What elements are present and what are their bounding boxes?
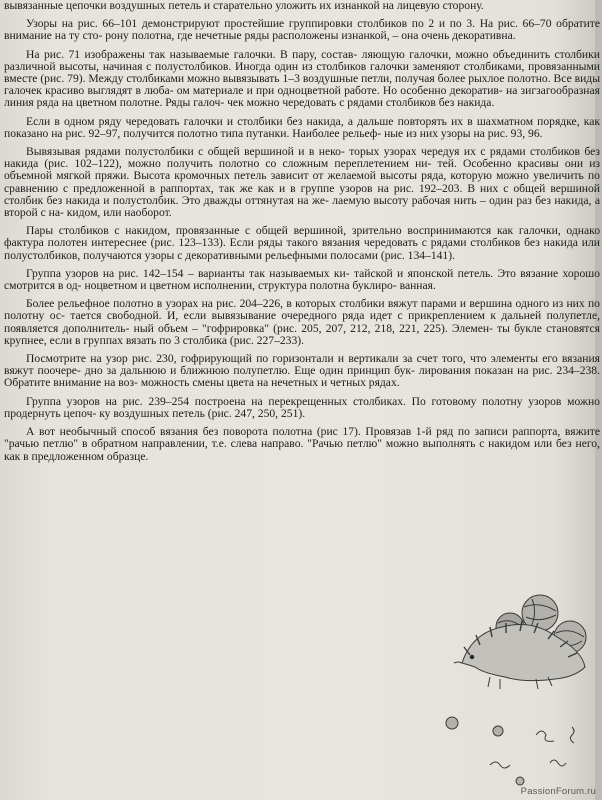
text-line: вертикали за счет того, что элементы его вязания вяжут поочере- bbox=[4, 352, 600, 378]
text-line: ку воздушных петель (рис. 247, 250, 251). bbox=[99, 406, 306, 420]
text-line: на зигзагообразная линия ряда на цветном полотне. Ряды галоч- bbox=[4, 84, 600, 110]
text-line: начиная с полустолбиков. Иногда один из столбиков галочки bbox=[102, 59, 409, 73]
text-line: ты букле становятся крупнее, если в группах вязать по 3 столбика bbox=[4, 321, 600, 347]
text-line: ванная. bbox=[399, 279, 436, 293]
text-line: очень декоративна. bbox=[421, 29, 516, 43]
text-line: Если в одном ряду чередовать галочки и столбики без накида, bbox=[26, 114, 344, 128]
text-line: ный объем – "гофрировка" (рис. 205, 207, 212, 218, 221, 225). Элемен- bbox=[133, 321, 493, 335]
paragraph bbox=[4, 268, 600, 292]
paragraph bbox=[4, 426, 600, 463]
text-line: Вывязывая рядами полустолбики с общей вершиной и в неко- bbox=[26, 145, 345, 159]
text-line: ом материале и при одноцветной работе. Но особенно декоратив- bbox=[176, 84, 503, 98]
text-line: торых узорах чередуя их с рядами столбиков без накида (рис. bbox=[4, 145, 600, 171]
text-line: Группа узоров на рис. 142–154 – варианты так называемых ки- bbox=[26, 266, 350, 280]
text-line: Более рельефное полотно в узорах на рис. 204–226, в которых bbox=[26, 297, 336, 311]
text-line: рядами столбиков без накида или полустолбиков, получаются bbox=[4, 236, 600, 262]
text-line: тайской и японской петель. Это вязание хорошо смотрится в од- bbox=[4, 266, 600, 293]
text-line: узоры с декоративными рельефными полосами (рис. 134–141). bbox=[144, 248, 455, 262]
text-line: столбики вяжут парами и вершина одного из них по полотну ос- bbox=[4, 297, 600, 323]
text-line: столбиков по 2 и по 3. На рис. 66–70 обратите внимание на ту сто- bbox=[4, 17, 600, 43]
text-line: вывязанные цепочки воздушных петель и старательно уложить их bbox=[4, 0, 332, 12]
text-line: изнанкой на лицевую сторону. bbox=[334, 0, 484, 12]
watermark: PassionForum.ru bbox=[520, 786, 596, 797]
text-line: ляющую галочки, можно объединить столбики различной высоты, bbox=[4, 47, 600, 73]
paragraph bbox=[4, 298, 600, 347]
text-line: рону полотна, где нечетные ряды расположены изнанкой, – она bbox=[105, 29, 419, 43]
text-line: тается свободной. И, если вывязывание очередного ряда идет с bbox=[70, 309, 403, 323]
text-line: лаемую высоту рабочая нить – один раз без накида, а второй с на- bbox=[4, 193, 601, 220]
text-line: чек можно чередовать с рядами столбиков без накида. bbox=[227, 96, 495, 110]
text-line: А вот необычный способ вязания без поворота полотна (рис bbox=[26, 425, 338, 439]
text-line: обратном направлении, т.е. слева направо. "Рачью петлю" можно bbox=[91, 437, 419, 451]
paragraph bbox=[4, 225, 600, 262]
paragraph bbox=[4, 396, 600, 420]
text-line: столбик без накида и полустолбик. Это дважды оттянутая на же- bbox=[4, 193, 329, 207]
text-line: же как и в группе узоров на рис. 192–203. В них с общей вершиной bbox=[239, 181, 600, 195]
text-line: прикреплением к дальней полупетле, появляется дополнитель- bbox=[4, 309, 600, 335]
paragraph bbox=[4, 0, 600, 12]
text-line: более рыхлое полотно. Все виды галочек красиво выглядят в люба- bbox=[4, 72, 600, 98]
text-line: выполнять с накидом или без него, как в предложенном образце. bbox=[4, 437, 601, 463]
text-line: тей. Особенно красивы они из объемной мягкой пряжи. Высота bbox=[4, 157, 600, 183]
text-line: рис. 92–97, получится полотно типа путанки. Наиболее рельеф- bbox=[65, 126, 382, 140]
text-line: лирования показан на рис. 234–238. Обратите внимание на воз- bbox=[4, 364, 601, 390]
text-line: кромочных петель зависит от желаемой высоты ряда, которую bbox=[174, 169, 492, 183]
text-line: Посмотрите на узор рис. 230, гофрирующий по горизонтали и bbox=[26, 352, 345, 366]
text-line: (рис. 227–233). bbox=[229, 333, 305, 347]
text-line: Группа узоров на рис. 239–254 построена на перекрещенных bbox=[26, 394, 348, 408]
text-line: можно увеличить по сравнению с предложенной в раппортах, так bbox=[4, 169, 600, 195]
text-line: а дальше повторять их в шахматном порядке, как показано на bbox=[4, 114, 600, 140]
text-line: столбиках. По готовому полотну узоров можно продернуть цепоч- bbox=[4, 394, 600, 420]
body-text bbox=[4, 0, 600, 463]
text-line: Узоры на рис. 66–101 демонстрируют простейшие группировки bbox=[26, 17, 353, 31]
paragraph bbox=[4, 146, 600, 219]
text-line: Пары столбиков с накидом, провязанные с общей вершиной, bbox=[26, 224, 347, 238]
paragraph bbox=[4, 353, 600, 390]
hedgehog-yarn-illustration bbox=[440, 585, 600, 800]
text-line: дно за дальнюю и ближнюю полупетлю. Еще один принцип бук- bbox=[84, 364, 415, 378]
text-line: ноцветном и цветном исполнении, структура полотна буклиро- bbox=[84, 279, 397, 293]
paragraph bbox=[4, 18, 600, 42]
text-line: кидом, или наоборот. bbox=[66, 206, 172, 220]
paragraph bbox=[4, 116, 600, 140]
text-line: На рис. 71 изображены так называемые галочки. В пару, состав- bbox=[26, 47, 358, 61]
text-line: зрительно воспринимаются как галочки, однако фактура полотен bbox=[4, 224, 600, 250]
text-line: ные из них узоры на рис. 93, 96. bbox=[384, 126, 543, 140]
text-line: интереснее (рис. 123–133). Если ряды такого вязания чередовать с bbox=[91, 236, 427, 250]
text-line: можность смены цвета на нечетных и четных рядах. bbox=[140, 376, 400, 390]
text-line: 17). Провязав 1-й ряд по записи раппорта, вяжите "рачью петлю" в bbox=[4, 425, 600, 451]
text-line: столбиками можно вывязывать 1–3 воздушные петли, получая bbox=[126, 72, 435, 86]
text-line: заменяют столбиками, провязанными вместе (рис. 79). Между bbox=[4, 59, 600, 86]
paragraph bbox=[4, 49, 600, 110]
text-line: 102–122), можно получить полотно со сложным переплетением ни- bbox=[74, 157, 432, 171]
